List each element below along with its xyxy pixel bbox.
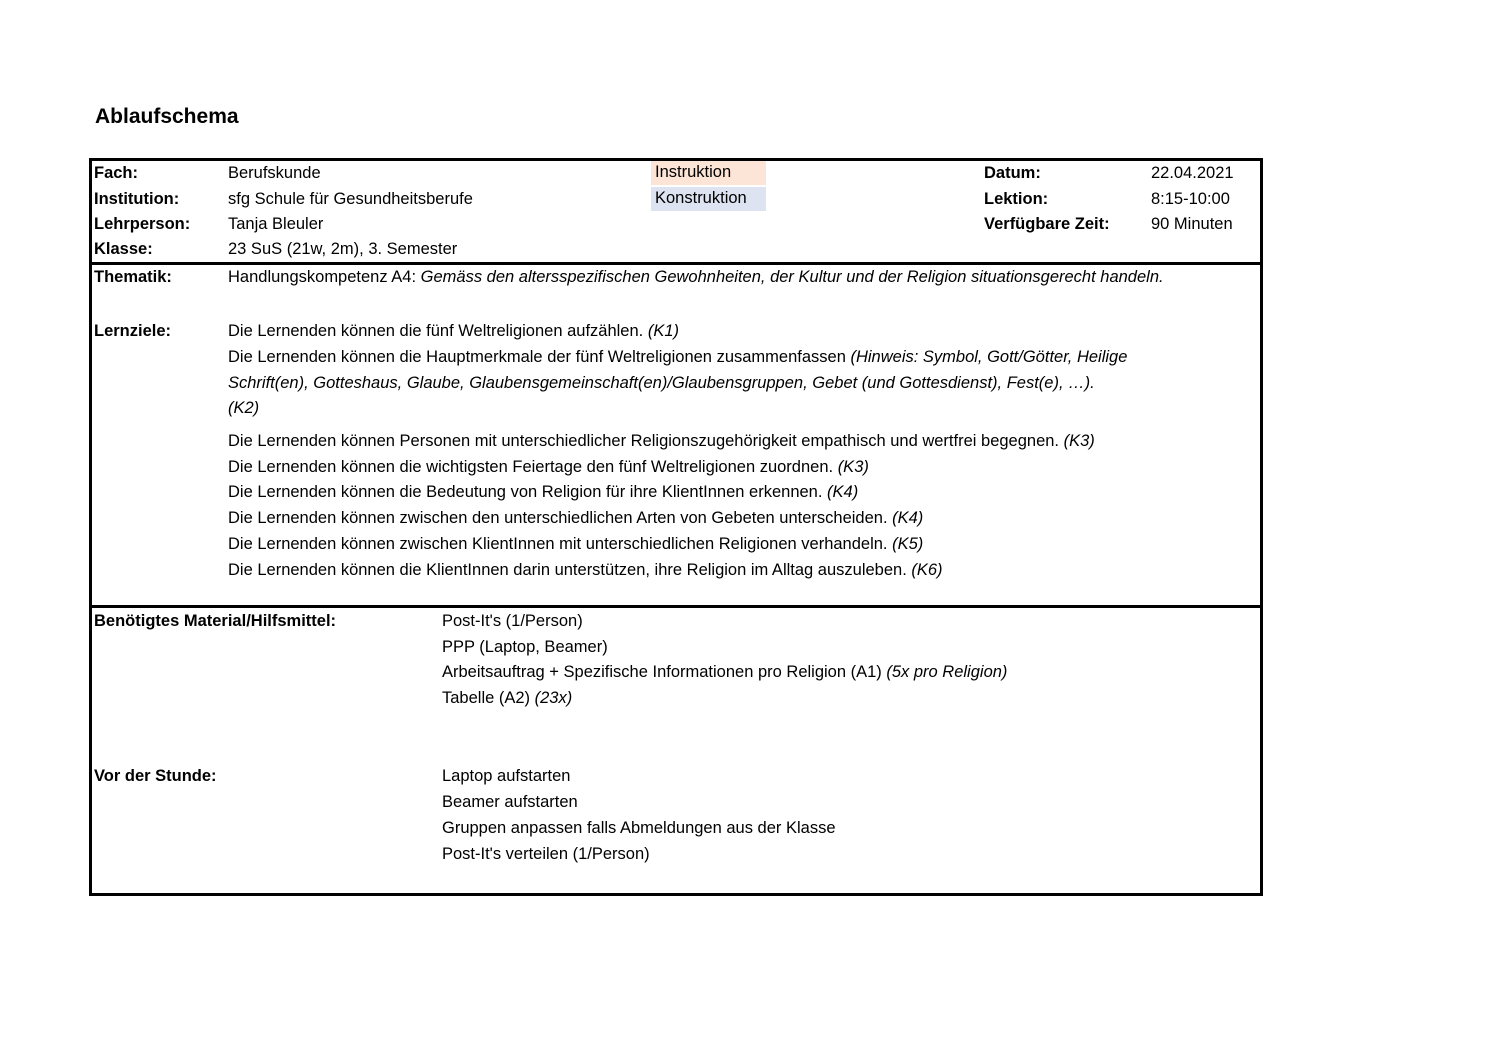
lernziele-label: Lernziele: bbox=[94, 322, 172, 340]
material-item bbox=[442, 690, 572, 707]
zeit-label: Verfügbare Zeit: bbox=[984, 215, 1110, 233]
lernziel-level: (K4) bbox=[827, 483, 859, 501]
lernziel-level: (K1) bbox=[647, 322, 679, 340]
lernziel-item bbox=[228, 562, 943, 579]
vorbereitung-item: Post-It's verteilen (1/Person) bbox=[442, 845, 650, 863]
material-note: (23x) bbox=[534, 689, 573, 707]
lernziel-note: (Hinweis: Symbol, Gott/Götter, Heilige bbox=[850, 348, 1128, 366]
lehrperson-label: Lehrperson: bbox=[94, 215, 191, 233]
datum-label: Datum: bbox=[984, 164, 1041, 182]
vorbereitung-item: Laptop aufstarten bbox=[442, 767, 571, 785]
lehrperson-value: Tanja Bleuler bbox=[228, 215, 324, 233]
klasse-value: 23 SuS (21w, 2m), 3. Semester bbox=[228, 240, 458, 258]
institution-label: Institution: bbox=[94, 190, 180, 208]
lernziel-item bbox=[228, 433, 1095, 450]
lektion-label: Lektion: bbox=[984, 190, 1049, 208]
lernziel-item bbox=[228, 484, 858, 501]
lernziel-level: (K2) bbox=[228, 399, 260, 417]
thematik-kompetenz: Gemäss den altersspezifischen Gewohnheiten, der Kultur und der Religion situationsgerecht handeln. bbox=[420, 268, 1164, 286]
legend-instruktion: Instruktion bbox=[651, 161, 766, 185]
lernziel-item bbox=[228, 536, 923, 553]
material-item bbox=[442, 639, 608, 656]
material-text: PPP (Laptop, Beamer) bbox=[442, 638, 608, 656]
lernziel-text: Die Lernenden können die Hauptmerkmale der fünf Weltreligionen zusammenfassen bbox=[228, 348, 851, 366]
lernziel-text: Die Lernenden können Personen mit unterschiedlicher Religionszugehörigkeit empathisch und wertfrei begegnen. bbox=[228, 432, 1064, 450]
lernziel-note-cont: Schrift(en), Gotteshaus, Glaube, Glaubensgemeinschaft(en)/Glaubensgruppen, Gebet (und Gottesdienst), Fest(e), …). bbox=[228, 374, 1095, 392]
lernziel-item bbox=[228, 349, 1127, 366]
vor-der-stunde-label: Vor der Stunde: bbox=[94, 767, 217, 785]
lernziel-level: (K3) bbox=[1063, 432, 1095, 450]
divider-header bbox=[89, 262, 1263, 265]
klasse-label: Klasse: bbox=[94, 240, 153, 258]
lernziel-text: Die Lernenden können die Bedeutung von Religion für ihre KlientInnen erkennen. bbox=[228, 483, 828, 501]
fach-label: Fach: bbox=[94, 164, 139, 182]
thematik-prefix: Handlungskompetenz A4: bbox=[228, 268, 421, 286]
material-text: Arbeitsauftrag + Spezifische Informationen pro Religion (A1) bbox=[442, 663, 887, 681]
lernziel-text: Die Lernenden können die wichtigsten Feiertage den fünf Weltreligionen zuordnen. bbox=[228, 458, 838, 476]
lernziel-text: Die Lernenden können zwischen den unterschiedlichen Arten von Gebeten unterscheiden. bbox=[228, 509, 893, 527]
material-text: Post-It's (1/Person) bbox=[442, 612, 583, 630]
lernziel-text: Die Lernenden können die fünf Weltreligionen aufzählen. bbox=[228, 322, 648, 340]
page-title: Ablaufschema bbox=[95, 105, 239, 128]
lernziel-item bbox=[228, 459, 869, 476]
lernziel-text: Die Lernenden können die KlientInnen darin unterstützen, ihre Religion im Alltag auszuleben. bbox=[228, 561, 912, 579]
material-item bbox=[442, 613, 583, 630]
lernziel-text: Die Lernenden können zwischen KlientInnen mit unterschiedlichen Religionen verhandeln. bbox=[228, 535, 893, 553]
fach-value: Berufskunde bbox=[228, 164, 321, 182]
lektion-value: 8:15-10:00 bbox=[1151, 190, 1230, 208]
vorbereitung-item: Beamer aufstarten bbox=[442, 793, 578, 811]
institution-value: sfg Schule für Gesundheitsberufe bbox=[228, 190, 473, 208]
material-item bbox=[442, 664, 1007, 681]
lernziel-level: (K3) bbox=[837, 458, 869, 476]
lernziel-level: (K4) bbox=[892, 509, 924, 527]
divider-lernziele bbox=[89, 605, 1263, 608]
zeit-value: 90 Minuten bbox=[1151, 215, 1233, 233]
lernziel-item bbox=[228, 323, 679, 340]
lernziel-item bbox=[228, 510, 923, 527]
material-text: Tabelle (A2) bbox=[442, 689, 535, 707]
thematik-label: Thematik: bbox=[94, 268, 172, 286]
datum-value: 22.04.2021 bbox=[1151, 164, 1234, 182]
material-note: (5x pro Religion) bbox=[886, 663, 1008, 681]
legend-konstruktion: Konstruktion bbox=[651, 187, 766, 211]
material-label: Benötigtes Material/Hilfsmittel: bbox=[94, 612, 337, 630]
lernziel-level: (K6) bbox=[911, 561, 943, 579]
thematik-text bbox=[228, 269, 1164, 286]
lernziel-level: (K5) bbox=[892, 535, 924, 553]
vorbereitung-item: Gruppen anpassen falls Abmeldungen aus der Klasse bbox=[442, 819, 836, 837]
